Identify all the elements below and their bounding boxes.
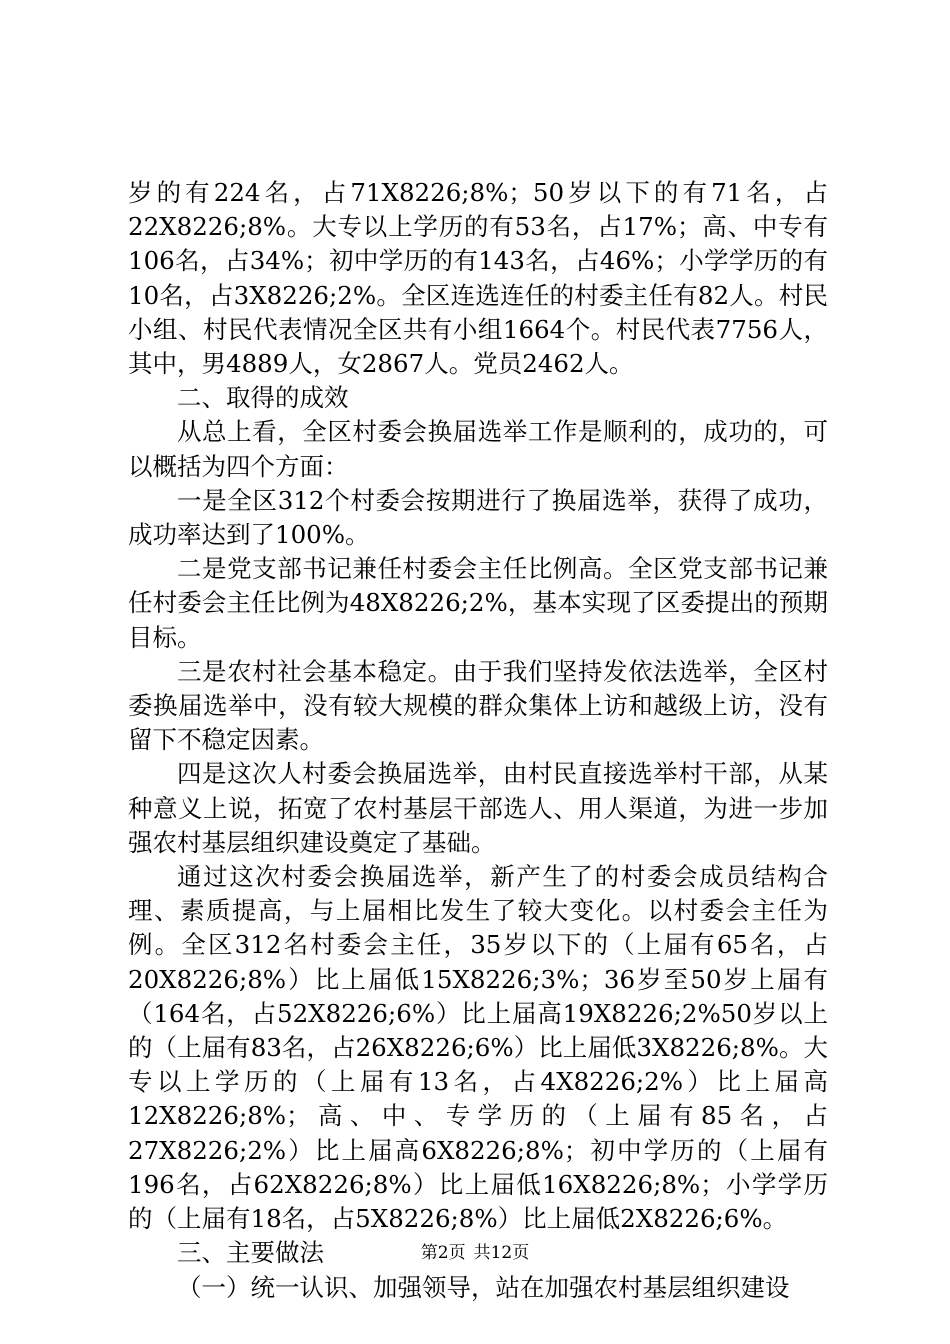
paragraph-point-four: 四是这次人村委会换届选举，由村民直接选举村干部，从某种意义上说，拓宽了农村基层干部选人、用人渠道，为进一步加强农村基层组织建设奠定了基础。 xyxy=(128,759,828,857)
paragraph-method-one: （一）统一认识、加强领导，站在加强农村基层组织建设 xyxy=(177,1272,790,1302)
paragraph-point-one: 一是全区312个村委会按期进行了换届选举，获得了成功，成功率达到了100%。 xyxy=(128,485,828,550)
section-heading-achievements: 二、取得的成效 xyxy=(177,383,349,413)
section-heading-methods: 三、主要做法 xyxy=(177,1238,324,1268)
paragraph-overview: 从总上看，全区村委会换届选举工作是顺利的，成功的，可以概括为四个方面： xyxy=(128,417,828,481)
page-total: 共12页 xyxy=(473,1243,530,1263)
paragraph-continuation: 岁的有224名，占71X8226;8%；50岁以下的有71名，占22X8226;8%。大专以上学历的有53名，占17%；高、中专有106名，占34%；初中学历的有143名，占46%；小学学历的有10名，占3X8226;2%。全区连选连任的村委主任有82人。村民小组、村民代表情况全区共有小组1664个。村民代表7756人，其中，男4889人，女2867人。党员2462人。 xyxy=(128,178,828,379)
document-body xyxy=(128,176,828,1305)
paragraph-structure-comparison: 通过这次村委会换届选举，新产生了的村委会成员结构合理、素质提高，与上届相比发生了较大变化。以村委会主任为例。全区312名村委会主任，35岁以下的（上届有65名，占20X8226;8%）比上届低15X8226;3%；36岁至50岁上届有（164名，占52X8226;6%）比上届高19X8226;2%50岁以上的（上届有83名，占26X8226;6%）比上届低3X8226;8%。大专以上学历的（上届有13名，占4X8226;2%）比上届高12X8226;8%；高、中、专学历的（上届有85名，占27X8226;2%）比上届高6X8226;8%；初中学历的（上届有196名，占62X8226;8%）比上届低16X8226;8%；小学学历的（上届有18名，占5X8226;8%）比上届低2X8226;6%。 xyxy=(128,862,828,1234)
page-footer xyxy=(0,1241,950,1265)
paragraph-point-two: 二是党支部书记兼任村委会主任比例高。全区党支部书记兼任村委会主任比例为48X8226;2%，基本实现了区委提出的预期目标。 xyxy=(128,554,828,652)
page-number: 第2页 xyxy=(420,1243,466,1263)
paragraph-point-three: 三是农村社会基本稳定。由于我们坚持发依法选举，全区村委换届选举中，没有较大规模的群众集体上访和越级上访，没有留下不稳定因素。 xyxy=(128,656,828,755)
